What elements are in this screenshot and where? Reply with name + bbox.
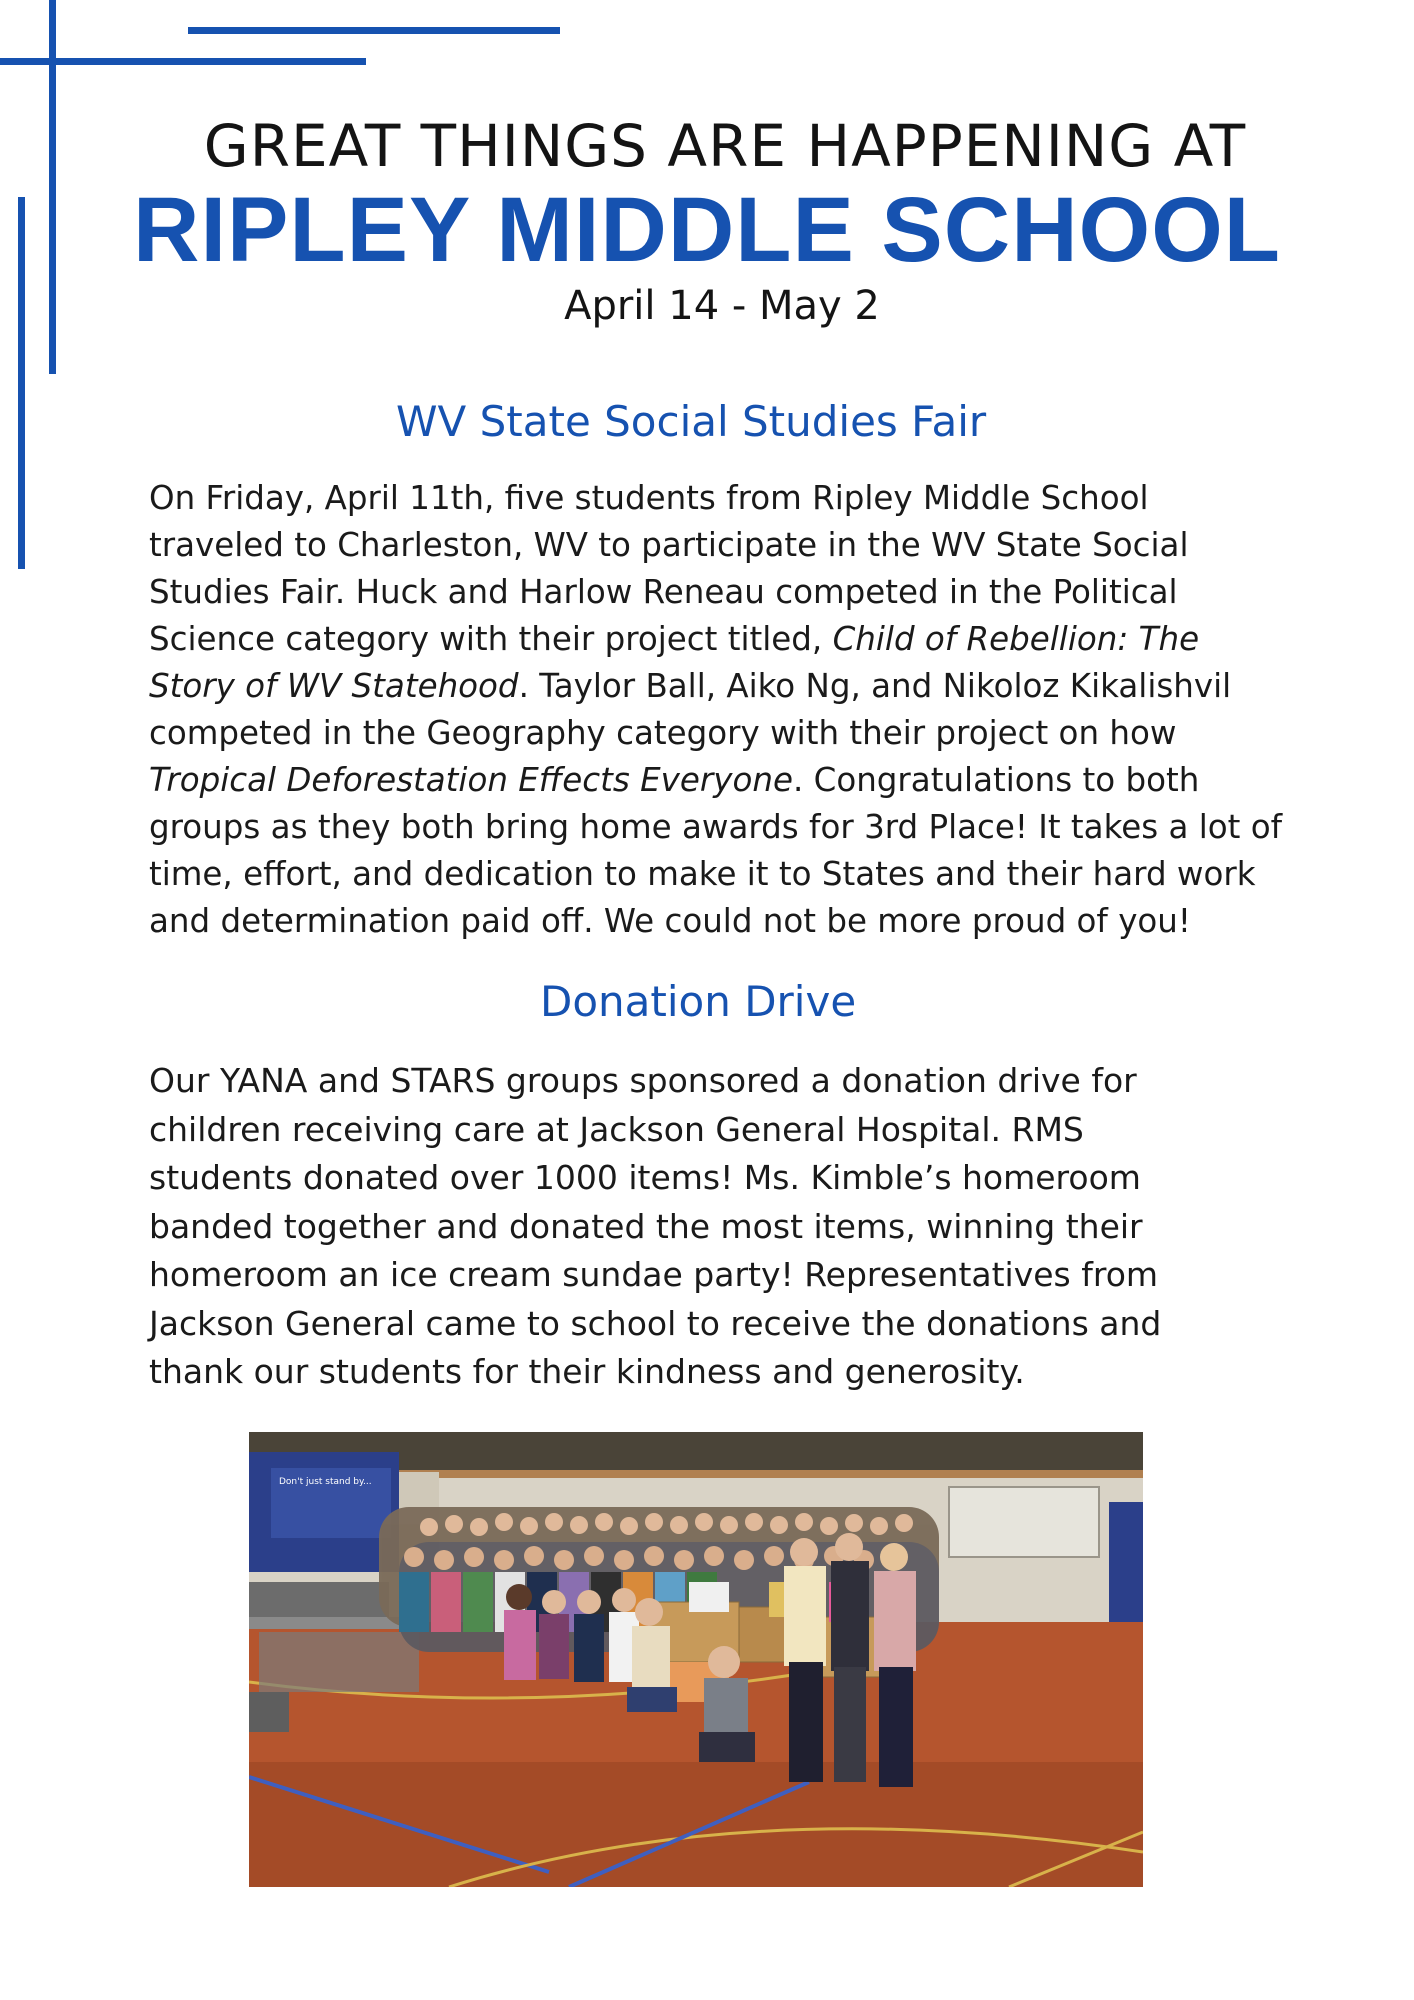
- social-studies-fair-paragraph: [149, 475, 1283, 945]
- line-text: . Congratulations to both: [792, 761, 1200, 799]
- paragraph-line: banded together and donated the most items, winning their: [149, 1206, 1143, 1246]
- project-title-italic: Story of WV Statehood: [149, 667, 519, 705]
- paragraph-line: groups as they both bring home awards for 3rd Place! It takes a lot of: [149, 808, 1283, 846]
- project-title-italic: Tropical Deforestation Effects Everyone: [149, 761, 793, 799]
- paragraph-line: competed in the Geography category with their project on how: [149, 714, 1177, 752]
- date-range: April 14 - May 2: [564, 283, 880, 329]
- donation-drive-group-photo: [249, 1432, 1143, 1887]
- line-text: . Taylor Ball, Aiko Ng, and Nikoloz Kikalishvil: [518, 667, 1232, 705]
- paragraph-line: Our YANA and STARS groups sponsored a donation drive for: [149, 1061, 1137, 1100]
- donation-drive-paragraph: [149, 1057, 1229, 1397]
- paragraph-line: and determination paid off. We could not be more proud of you!: [149, 902, 1191, 940]
- social-studies-fair-heading: WV State Social Studies Fair: [396, 397, 987, 446]
- paragraph-line: Studies Fair. Huck and Harlow Reneau competed in the Political: [149, 573, 1178, 611]
- school-name-title: RIPLEY MIDDLE SCHOOL: [133, 179, 1281, 281]
- paragraph-line: [149, 757, 1279, 804]
- decorative-top-line-long: [188, 27, 560, 34]
- paragraph-line: homeroom an ice cream sundae party! Representatives from: [149, 1255, 1159, 1294]
- project-title-italic: Child of Rebellion: The: [832, 620, 1200, 658]
- paragraph-line: students donated over 1000 items! Ms. Kimble’s homeroom: [149, 1158, 1141, 1197]
- paragraph-line: traveled to Charleston, WV to participate in the WV State Social: [149, 526, 1189, 564]
- paragraph-line: [149, 663, 1279, 710]
- paragraph-line: thank our students for their kindness and generosity.: [149, 1352, 1025, 1391]
- paragraph-line: Jackson General came to school to receive the donations and: [149, 1303, 1162, 1343]
- header-tagline: GREAT THINGS ARE HAPPENING AT: [203, 112, 1247, 180]
- paragraph-line: children receiving care at Jackson General Hospital. RMS: [149, 1109, 1084, 1149]
- paragraph-line: On Friday, April 11th, five students from Ripley Middle School: [149, 479, 1149, 517]
- line-text: Science category with their project titled,: [149, 620, 833, 658]
- paragraph-line: time, effort, and dedication to make it to States and their hard work: [149, 855, 1256, 893]
- photo-banner-text: Don't just stand by...: [279, 1477, 372, 1487]
- donation-drive-heading: Donation Drive: [540, 977, 857, 1026]
- paragraph-line: [149, 616, 1279, 663]
